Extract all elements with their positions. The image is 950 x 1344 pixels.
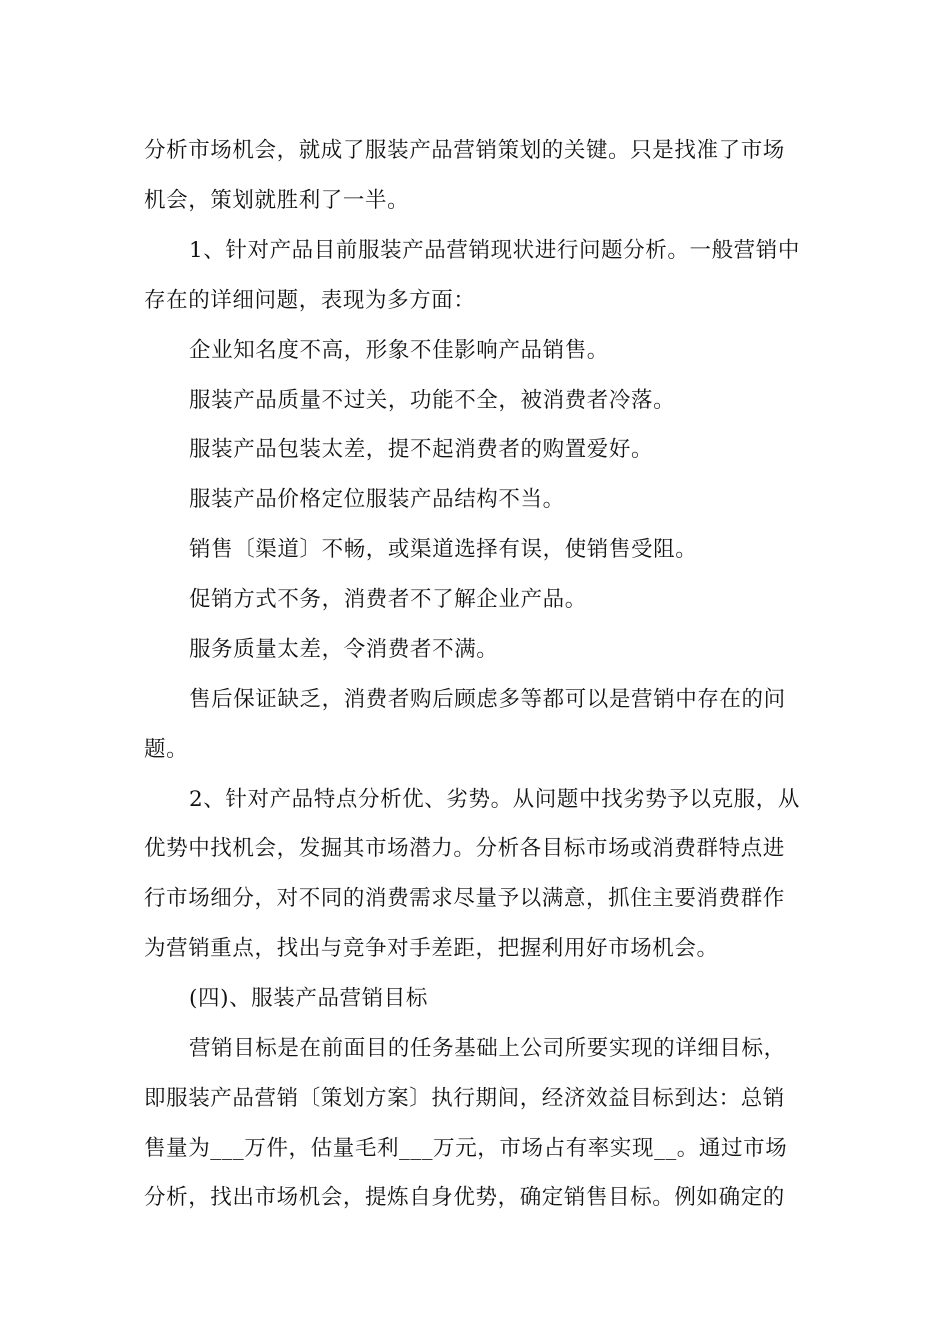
text-line-11: 服务质量太差，令消费者不满。 <box>189 637 499 662</box>
text-line-19: 营销目标是在前面目的任务基础上公司所要实现的详细目标， <box>189 1036 786 1061</box>
text-line-21: 售量为___万件，估量毛利___万元，市场占有率实现__。通过市场 <box>144 1136 788 1161</box>
text-line-10: 促销方式不务，消费者不了解企业产品。 <box>189 587 587 612</box>
text-line-7: 服装产品包装太差，提不起消费者的购置爱好。 <box>189 437 654 462</box>
text-line-2: 机会，策划就胜利了一半。 <box>144 188 410 213</box>
section-heading: (四)、服装产品营销目标 <box>189 986 428 1011</box>
text-line-4: 存在的详细问题，表现为多方面： <box>144 288 476 313</box>
text-line-17: 为营销重点，找出与竞争对手差距，把握利用好市场机会。 <box>144 936 719 961</box>
text-line-12: 售后保证缺乏，消费者购后顾虑多等都可以是营销中存在的问 <box>189 687 786 712</box>
text-line-9: 销售〔渠道〕不畅，或渠道选择有误，使销售受阻。 <box>189 537 698 562</box>
text-line-20: 即服装产品营销〔策划方案〕执行期间，经济效益目标到达：总销 <box>144 1086 785 1111</box>
text-line-22: 分析，找出市场机会，提炼自身优势，确定销售目标。例如确定的 <box>144 1185 785 1210</box>
text-line-16: 行市场细分，对不同的消费需求尽量予以满意，抓住主要消费群作 <box>144 886 785 911</box>
text-line-8: 服装产品价格定位服装产品结构不当。 <box>189 487 565 512</box>
text-line-6: 服装产品质量不过关，功能不全，被消费者冷落。 <box>189 388 676 413</box>
text-line-13: 题。 <box>144 737 189 762</box>
text-line-15: 优势中找机会，发掘其市场潜力。分析各目标市场或消费群特点进 <box>144 836 785 861</box>
text-line-14: 2、针对产品特点分析优、劣势。从问题中找劣势予以克服，从 <box>189 787 800 812</box>
text-line-1: 分析市场机会，就成了服装产品营销策划的关键。只是找准了市场 <box>144 138 785 163</box>
text-line-5: 企业知名度不高，形象不佳影响产品销售。 <box>189 338 609 363</box>
text-line-3: 1、针对产品目前服装产品营销现状进行问题分析。一般营销中 <box>189 238 800 263</box>
